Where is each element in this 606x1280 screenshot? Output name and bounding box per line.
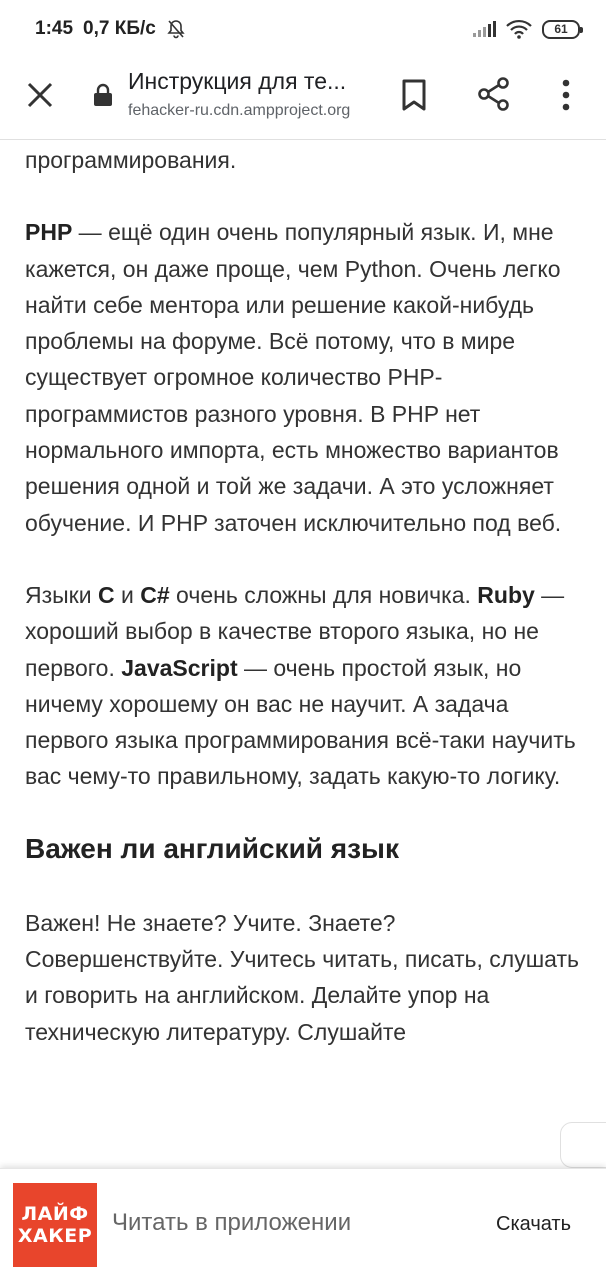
paragraph-intro-tail xyxy=(25,142,585,178)
status-network-speed: 0,7 КБ/с xyxy=(83,18,156,39)
paragraph-other-languages xyxy=(25,577,585,795)
app-banner xyxy=(0,1168,606,1280)
battery-icon xyxy=(542,20,580,39)
battery-level: 61 xyxy=(554,22,568,36)
paragraph-text: Языки xyxy=(25,581,98,608)
lock-icon xyxy=(92,83,114,107)
status-bar xyxy=(0,0,606,58)
paragraph-english xyxy=(25,905,585,1050)
paragraph-php xyxy=(25,214,585,541)
paragraph-text: программирования. xyxy=(25,147,237,173)
logo-line1: ЛАЙФ xyxy=(21,1203,89,1225)
signal-icon xyxy=(472,20,496,38)
banner-text: Читать в приложении xyxy=(112,1209,352,1236)
paragraph-text: Важен! Не знаете? Учите. Знаете? Совершенствуйте. Учитесь читать, писать, слушать и говорить на английском. Делайте упор на техническую литературу. Слушайте xyxy=(25,909,579,1045)
section-heading: Важен ли английский язык xyxy=(25,832,399,864)
status-time: 1:45 xyxy=(35,18,74,39)
paragraph-text: очень сложны для новичка. xyxy=(169,581,478,608)
term-ruby: Ruby xyxy=(477,581,535,608)
more-vert-icon[interactable] xyxy=(558,78,574,112)
term-php: PHP xyxy=(25,219,73,246)
bookmark-icon[interactable] xyxy=(400,78,428,112)
bell-off-icon xyxy=(166,19,186,39)
term-csharp: C# xyxy=(140,581,170,608)
download-button[interactable]: Скачать xyxy=(496,1213,571,1235)
browser-toolbar xyxy=(0,58,606,140)
wifi-icon xyxy=(506,19,532,39)
lifehacker-logo xyxy=(13,1183,97,1267)
status-right xyxy=(472,19,580,39)
status-left xyxy=(35,18,186,40)
logo-line2: ХАКЕР xyxy=(17,1225,93,1247)
paragraph-text: — хороший выбор в качестве второго языка, но не первого. xyxy=(25,581,565,681)
term-c: C xyxy=(98,581,115,608)
close-icon[interactable] xyxy=(24,79,56,111)
paragraph-text: — ещё один очень популярный язык. И, мне кажется, он даже проще, чем Python. Очень легко найти себе ментора или решение какой-нибудь проблемы на форуме. Всё потому, что в мире существует огромное количество PHP-программистов разного уровня. В PHP нет нормального импорта, есть множество вариантов решения одной и той же задачи. А это усложняет обучение. И PHP заточен исключительно под веб. xyxy=(25,219,562,536)
article-body xyxy=(25,142,585,1086)
floating-tab[interactable] xyxy=(560,1122,606,1168)
term-javascript: JavaScript xyxy=(121,654,238,681)
page-title[interactable]: Инструкция для те... xyxy=(128,68,347,94)
paragraph-text: и xyxy=(114,581,141,608)
page-url[interactable]: fehacker-ru.cdn.ampproject.org xyxy=(128,102,351,119)
share-icon[interactable] xyxy=(476,76,512,112)
paragraph-text: — очень простой язык, но ничему хорошему он вас не научит. А задача первого языка программирования всё-таки научить вас чему-то правильному, задать какую-то логику. xyxy=(25,654,576,790)
